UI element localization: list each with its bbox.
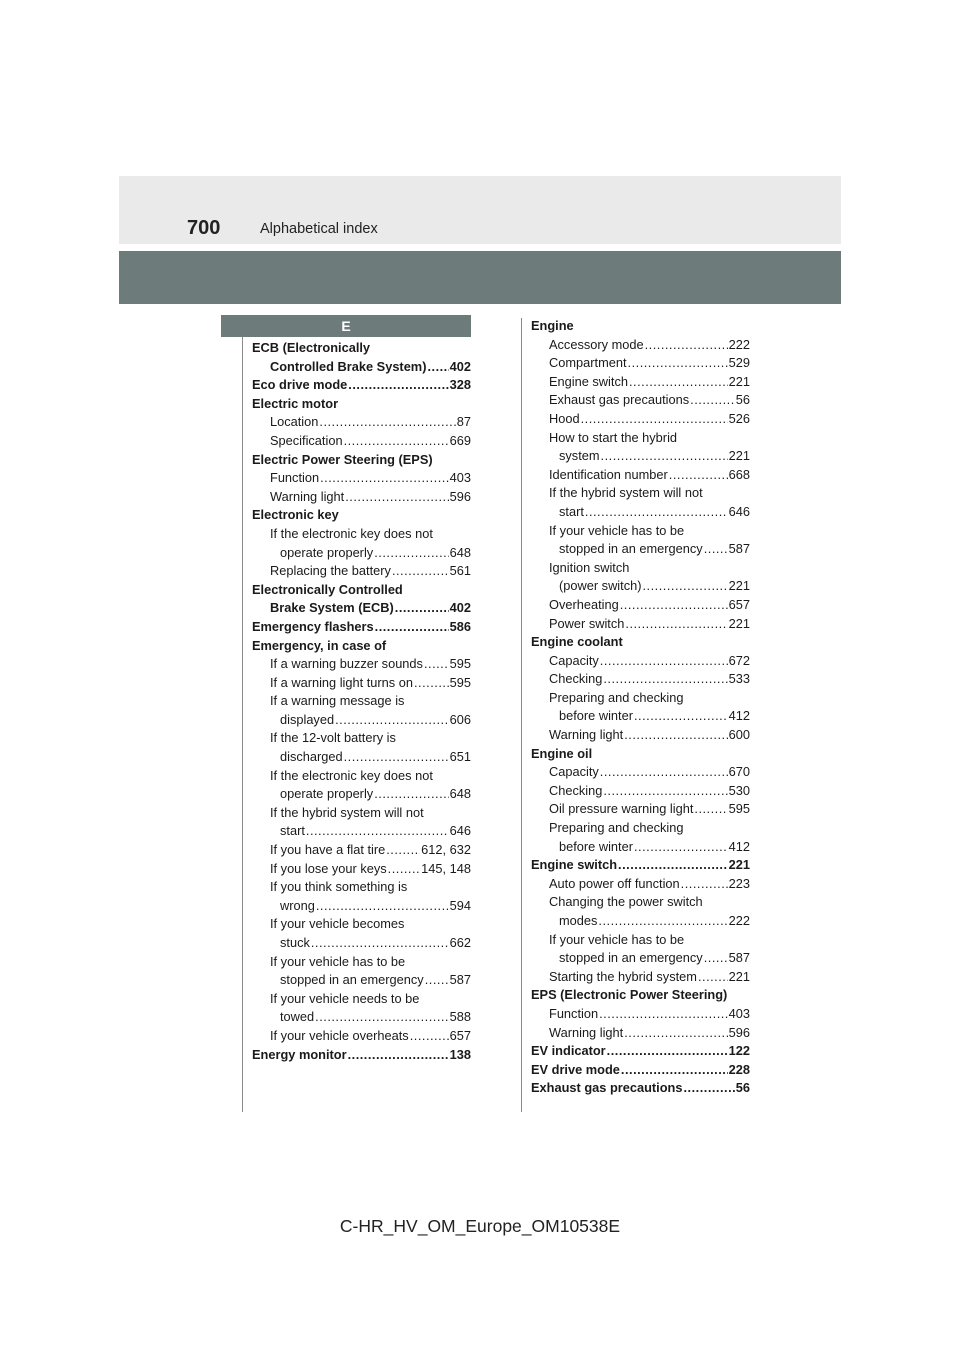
index-entry-term: Energy monitor [252, 1046, 347, 1062]
index-entry-term: Emergency flashers [252, 618, 374, 634]
index-entry-page: 587 [728, 950, 750, 966]
index-entry-page: 595 [728, 801, 750, 817]
index-column-left [252, 339, 471, 1064]
index-entry-term: Compartment [549, 355, 627, 371]
index-entry: Preparing and checking [549, 689, 684, 705]
dot-leader [634, 707, 728, 726]
index-entry [531, 503, 750, 522]
index-entry-term: If you lose your keys [270, 860, 387, 876]
page-number: 700 [187, 217, 221, 239]
index-entry-term: stuck [280, 935, 310, 950]
index-entry-term: Function [549, 1005, 599, 1021]
index-entry [531, 466, 750, 485]
index-entry: Engine oil [531, 745, 593, 761]
dot-leader [388, 860, 421, 879]
dot-leader [634, 838, 728, 857]
index-entry: Ignition switch [549, 559, 630, 575]
index-entry [531, 838, 750, 857]
dot-leader [643, 577, 728, 596]
dot-leader [392, 562, 449, 581]
index-entry-term: Engine switch [549, 373, 628, 389]
index-entry-term: EV indicator [531, 1043, 606, 1059]
index-entry [531, 373, 750, 392]
index-entry-term: displayed [280, 711, 335, 727]
dot-leader [599, 1005, 728, 1024]
index-entry-term: towed [280, 1009, 315, 1025]
dot-leader [375, 618, 449, 637]
dot-leader [320, 469, 449, 488]
index-entry [252, 785, 471, 804]
index-entry-page: 612, 632 [421, 842, 471, 858]
index-entry [531, 726, 750, 745]
index-entry [252, 432, 471, 451]
index-entry [252, 562, 471, 581]
index-entry: EPS (Electronic Power Steering) [531, 987, 728, 1003]
index-entry-term: operate properly [280, 786, 374, 802]
dot-leader [410, 1027, 449, 1046]
dot-leader [315, 1008, 448, 1027]
index-entry-term: Checking [549, 782, 603, 798]
index-entry-term: If a warning light turns on [270, 674, 413, 690]
dot-leader [603, 670, 727, 689]
dot-leader [600, 763, 728, 782]
dot-leader [683, 1079, 734, 1098]
index-entry: If your vehicle has to be [270, 953, 406, 969]
index-entry [252, 822, 471, 841]
dot-leader [681, 875, 728, 894]
index-entry [531, 410, 750, 429]
dot-leader [624, 1024, 727, 1043]
index-entry-term: Brake System (ECB) [270, 600, 394, 616]
document-code: C-HR_HV_OM_Europe_OM10538E [339, 1216, 621, 1236]
index-entry-page: 657 [449, 1027, 471, 1043]
index-entry [531, 354, 750, 373]
dot-leader [669, 466, 728, 485]
index-entry [531, 949, 750, 968]
index-entry-page: 662 [449, 935, 471, 950]
index-entry [531, 596, 750, 615]
index-entry-term: stopped in an emergency [280, 972, 424, 988]
section-title: Alphabetical index [260, 221, 378, 237]
dot-leader [607, 1042, 728, 1061]
index-entry: Changing the power switch [549, 894, 703, 910]
index-entry-page: 223 [728, 875, 750, 891]
dot-leader [704, 949, 728, 968]
index-entry: Preparing and checking [549, 820, 684, 836]
index-entry-page: 668 [728, 466, 750, 482]
index-entry-term: start [559, 503, 584, 519]
dot-leader [629, 373, 728, 392]
index-entry: Emergency, in case of [252, 637, 387, 653]
index-entry [252, 618, 471, 637]
index-entry-page: 56 [735, 1080, 750, 1096]
index-entry-term: Auto power off function [549, 875, 680, 891]
index-entry-page: 586 [449, 618, 471, 634]
index-entry: Engine [531, 318, 574, 333]
index-entry-term: Overheating [549, 596, 619, 612]
index-entry-term: discharged [280, 749, 343, 765]
index-entry-page: 221 [728, 373, 750, 389]
dot-leader [600, 652, 728, 671]
dot-leader [374, 785, 448, 804]
index-entry-page: 595 [449, 656, 471, 672]
index-entry-page: 672 [728, 652, 750, 668]
index-entry-page: 526 [728, 410, 750, 426]
index-entry [252, 1027, 471, 1046]
index-column-right [531, 317, 750, 1098]
dot-leader [319, 413, 455, 432]
index-entry [252, 544, 471, 563]
index-entry [252, 971, 471, 990]
index-entry [252, 655, 471, 674]
index-entry-page: 594 [449, 897, 471, 913]
index-entry-page: 412 [728, 708, 750, 724]
index-entry-term: If you have a flat tire [270, 842, 386, 858]
dot-leader [618, 856, 728, 875]
index-entry-page: 646 [449, 823, 471, 839]
dot-leader [316, 897, 449, 916]
index-entry: If the hybrid system will not [270, 804, 424, 820]
index-entry-term: wrong [280, 897, 315, 913]
index-entry [531, 1079, 750, 1098]
index-entry-term: before winter [559, 708, 633, 724]
dot-leader [704, 540, 728, 559]
index-entry-page: 530 [728, 782, 750, 798]
index-entry-page: 657 [728, 596, 750, 612]
index-entry-page: 651 [449, 749, 471, 765]
index-entry [531, 1042, 750, 1061]
index-entry-term: stopped in an emergency [559, 950, 703, 966]
index-entry-term: Starting the hybrid system [549, 968, 697, 984]
index-entry-term: If your vehicle overheats [270, 1027, 409, 1043]
index-entry [252, 934, 471, 953]
index-entry-page: 222 [728, 913, 750, 928]
index-entry-term: before winter [559, 838, 633, 854]
index-entry-term: Engine switch [531, 857, 618, 873]
index-entry: Electric Power Steering (EPS) [252, 451, 433, 467]
index-entry-page: 646 [728, 503, 750, 519]
index-entry-page: 648 [449, 786, 471, 802]
index-entry-page: 221 [728, 857, 750, 873]
index-entry-term: modes [559, 913, 598, 928]
index-entry: If a warning message is [270, 693, 405, 709]
index-entry-term: Warning light [549, 1024, 624, 1040]
index-entry-page: 669 [449, 432, 471, 448]
index-entry [252, 841, 471, 860]
index-entry-term: Location [270, 414, 319, 430]
index-entry: Electronic key [252, 507, 339, 523]
index-entry-page: 412 [728, 838, 750, 854]
index-entry-term: Exhaust gas precautions [549, 392, 690, 408]
header-color-band [119, 251, 841, 304]
dot-leader [698, 968, 728, 987]
index-entry [531, 875, 750, 894]
index-entry [252, 1046, 471, 1065]
index-entry-page: 606 [449, 711, 471, 727]
dot-leader [628, 354, 728, 373]
index-entry-term: Warning light [270, 488, 345, 504]
index-entry-term: Identification number [549, 466, 668, 482]
index-entry: If your vehicle needs to be [270, 990, 420, 1006]
index-entry-page: 596 [449, 488, 471, 504]
index-entry-term: Capacity [549, 652, 599, 668]
dot-leader [694, 800, 727, 819]
index-entry-term: Controlled Brake System) [270, 358, 427, 374]
index-entry-term: Capacity [549, 764, 599, 780]
dot-leader [345, 488, 448, 507]
index-entry-term: Oil pressure warning light [549, 801, 694, 817]
index-entry [531, 1005, 750, 1024]
dot-leader [414, 674, 449, 693]
index-entry [531, 652, 750, 671]
dot-leader [311, 934, 449, 953]
index-entry [531, 763, 750, 782]
index-entry-page: 670 [728, 764, 750, 780]
index-entry [252, 1008, 471, 1027]
index-entry [531, 782, 750, 801]
dot-leader [306, 822, 449, 841]
index-entry [531, 856, 750, 875]
index-entry-term: Hood [549, 410, 580, 426]
index-entry-page: 596 [728, 1024, 750, 1040]
index-entry [531, 707, 750, 726]
dot-leader [598, 912, 727, 931]
index-entry [531, 800, 750, 819]
index-entry [531, 577, 750, 596]
index-entry-page: 587 [728, 541, 750, 557]
dot-leader [625, 615, 727, 634]
index-entry-term: (power switch) [559, 578, 642, 594]
index-entry [531, 391, 750, 410]
index-entry-page: 221 [728, 578, 750, 594]
index-entry-term: Replacing the battery [270, 563, 391, 579]
index-entry: If you think something is [270, 879, 408, 895]
index-entry [252, 488, 471, 507]
index-entry-term: EV drive mode [531, 1061, 620, 1077]
index-entry-page: 56 [735, 392, 750, 408]
index-entry-page: 138 [449, 1046, 471, 1062]
dot-leader [624, 726, 727, 745]
dot-leader [335, 711, 449, 730]
index-entry-term: Exhaust gas precautions [531, 1080, 683, 1096]
index-entry-term: Power switch [549, 615, 625, 631]
index-entry-term: If a warning buzzer sounds [270, 656, 423, 672]
index-entry-term: start [280, 823, 305, 839]
index-entry-page: 529 [728, 355, 750, 371]
index-entry: If the electronic key does not [270, 525, 433, 541]
dot-leader [374, 544, 448, 563]
index-entry-page: 533 [728, 671, 750, 687]
index-entry [252, 897, 471, 916]
dot-leader [386, 841, 420, 860]
index-entry-page: 328 [449, 377, 471, 393]
index-entry: If the electronic key does not [270, 767, 433, 783]
dot-leader [601, 447, 728, 466]
index-entry-page: 588 [449, 1009, 471, 1025]
index-entry-term: Function [270, 470, 320, 486]
index-entry [252, 413, 471, 432]
index-entry: Electronically Controlled [252, 581, 403, 597]
index-entry: How to start the hybrid [549, 429, 678, 445]
index-entry-page: 222 [728, 336, 750, 352]
dot-leader [581, 410, 728, 429]
index-entry [252, 674, 471, 693]
index-entry-page: 403 [728, 1005, 750, 1021]
index-entry: If your vehicle has to be [549, 931, 685, 947]
index-entry-term: Accessory mode [549, 336, 644, 352]
index-entry [531, 670, 750, 689]
dot-leader [344, 432, 449, 451]
index-entry [252, 711, 471, 730]
index-entry: ECB (Electronically [252, 340, 371, 355]
index-entry [531, 447, 750, 466]
index-entry [531, 540, 750, 559]
column-divider-right [521, 318, 522, 1112]
index-entry-page: 228 [728, 1061, 750, 1077]
index-entry-page: 87 [456, 414, 471, 430]
index-entry-term: Warning light [549, 727, 624, 743]
dot-leader [645, 336, 728, 355]
index-entry-page: 587 [449, 972, 471, 988]
index-entry-term: stopped in an emergency [559, 541, 703, 557]
index-entry-page: 561 [449, 563, 471, 579]
dot-leader [348, 1046, 449, 1065]
dot-leader [425, 971, 449, 990]
index-entry-page: 221 [728, 448, 750, 464]
index-entry [252, 376, 471, 395]
header-top-band [119, 176, 841, 244]
dot-leader [585, 503, 728, 522]
index-entry-page: 600 [728, 727, 750, 743]
index-letter-tab: E [221, 315, 471, 337]
index-entry-term: system [559, 448, 600, 464]
dot-leader [344, 748, 449, 767]
index-entry-page: 221 [728, 968, 750, 984]
index-entry [252, 358, 471, 377]
index-entry [252, 599, 471, 618]
dot-leader [603, 782, 727, 801]
index-entry [531, 615, 750, 634]
index-entry-term: Checking [549, 671, 603, 687]
index-entry: Engine coolant [531, 634, 623, 650]
dot-leader [621, 1061, 728, 1080]
dot-leader [395, 599, 449, 618]
index-entry: Electric motor [252, 395, 339, 411]
index-entry [252, 469, 471, 488]
index-entry: If the 12-volt battery is [270, 730, 396, 746]
index-entry-page: 145, 148 [421, 860, 471, 876]
index-entry [531, 1061, 750, 1080]
dot-leader [427, 358, 448, 377]
index-entry: If the hybrid system will not [549, 485, 703, 501]
index-entry [252, 860, 471, 879]
index-entry [531, 912, 750, 931]
index-entry-term: Eco drive mode [252, 377, 348, 393]
index-entry [252, 748, 471, 767]
index-entry-page: 648 [449, 544, 471, 560]
index-entry-page: 402 [449, 600, 471, 616]
dot-leader [620, 596, 728, 615]
index-entry-page: 595 [449, 674, 471, 690]
index-entry-page: 221 [728, 615, 750, 631]
column-divider-left [242, 337, 243, 1112]
index-entry-page: 402 [449, 358, 471, 374]
dot-leader [348, 376, 448, 395]
index-entry-page: 403 [449, 470, 471, 486]
index-entry-term: Specification [270, 432, 343, 448]
index-entry: If your vehicle becomes [270, 916, 405, 932]
dot-leader [690, 391, 735, 410]
dot-leader [424, 655, 449, 674]
index-entry [531, 968, 750, 987]
index-entry-term: operate properly [280, 544, 374, 560]
index-entry: If your vehicle has to be [549, 522, 685, 538]
index-entry-page: 122 [728, 1043, 750, 1059]
index-entry [531, 1024, 750, 1043]
index-entry [531, 336, 750, 355]
